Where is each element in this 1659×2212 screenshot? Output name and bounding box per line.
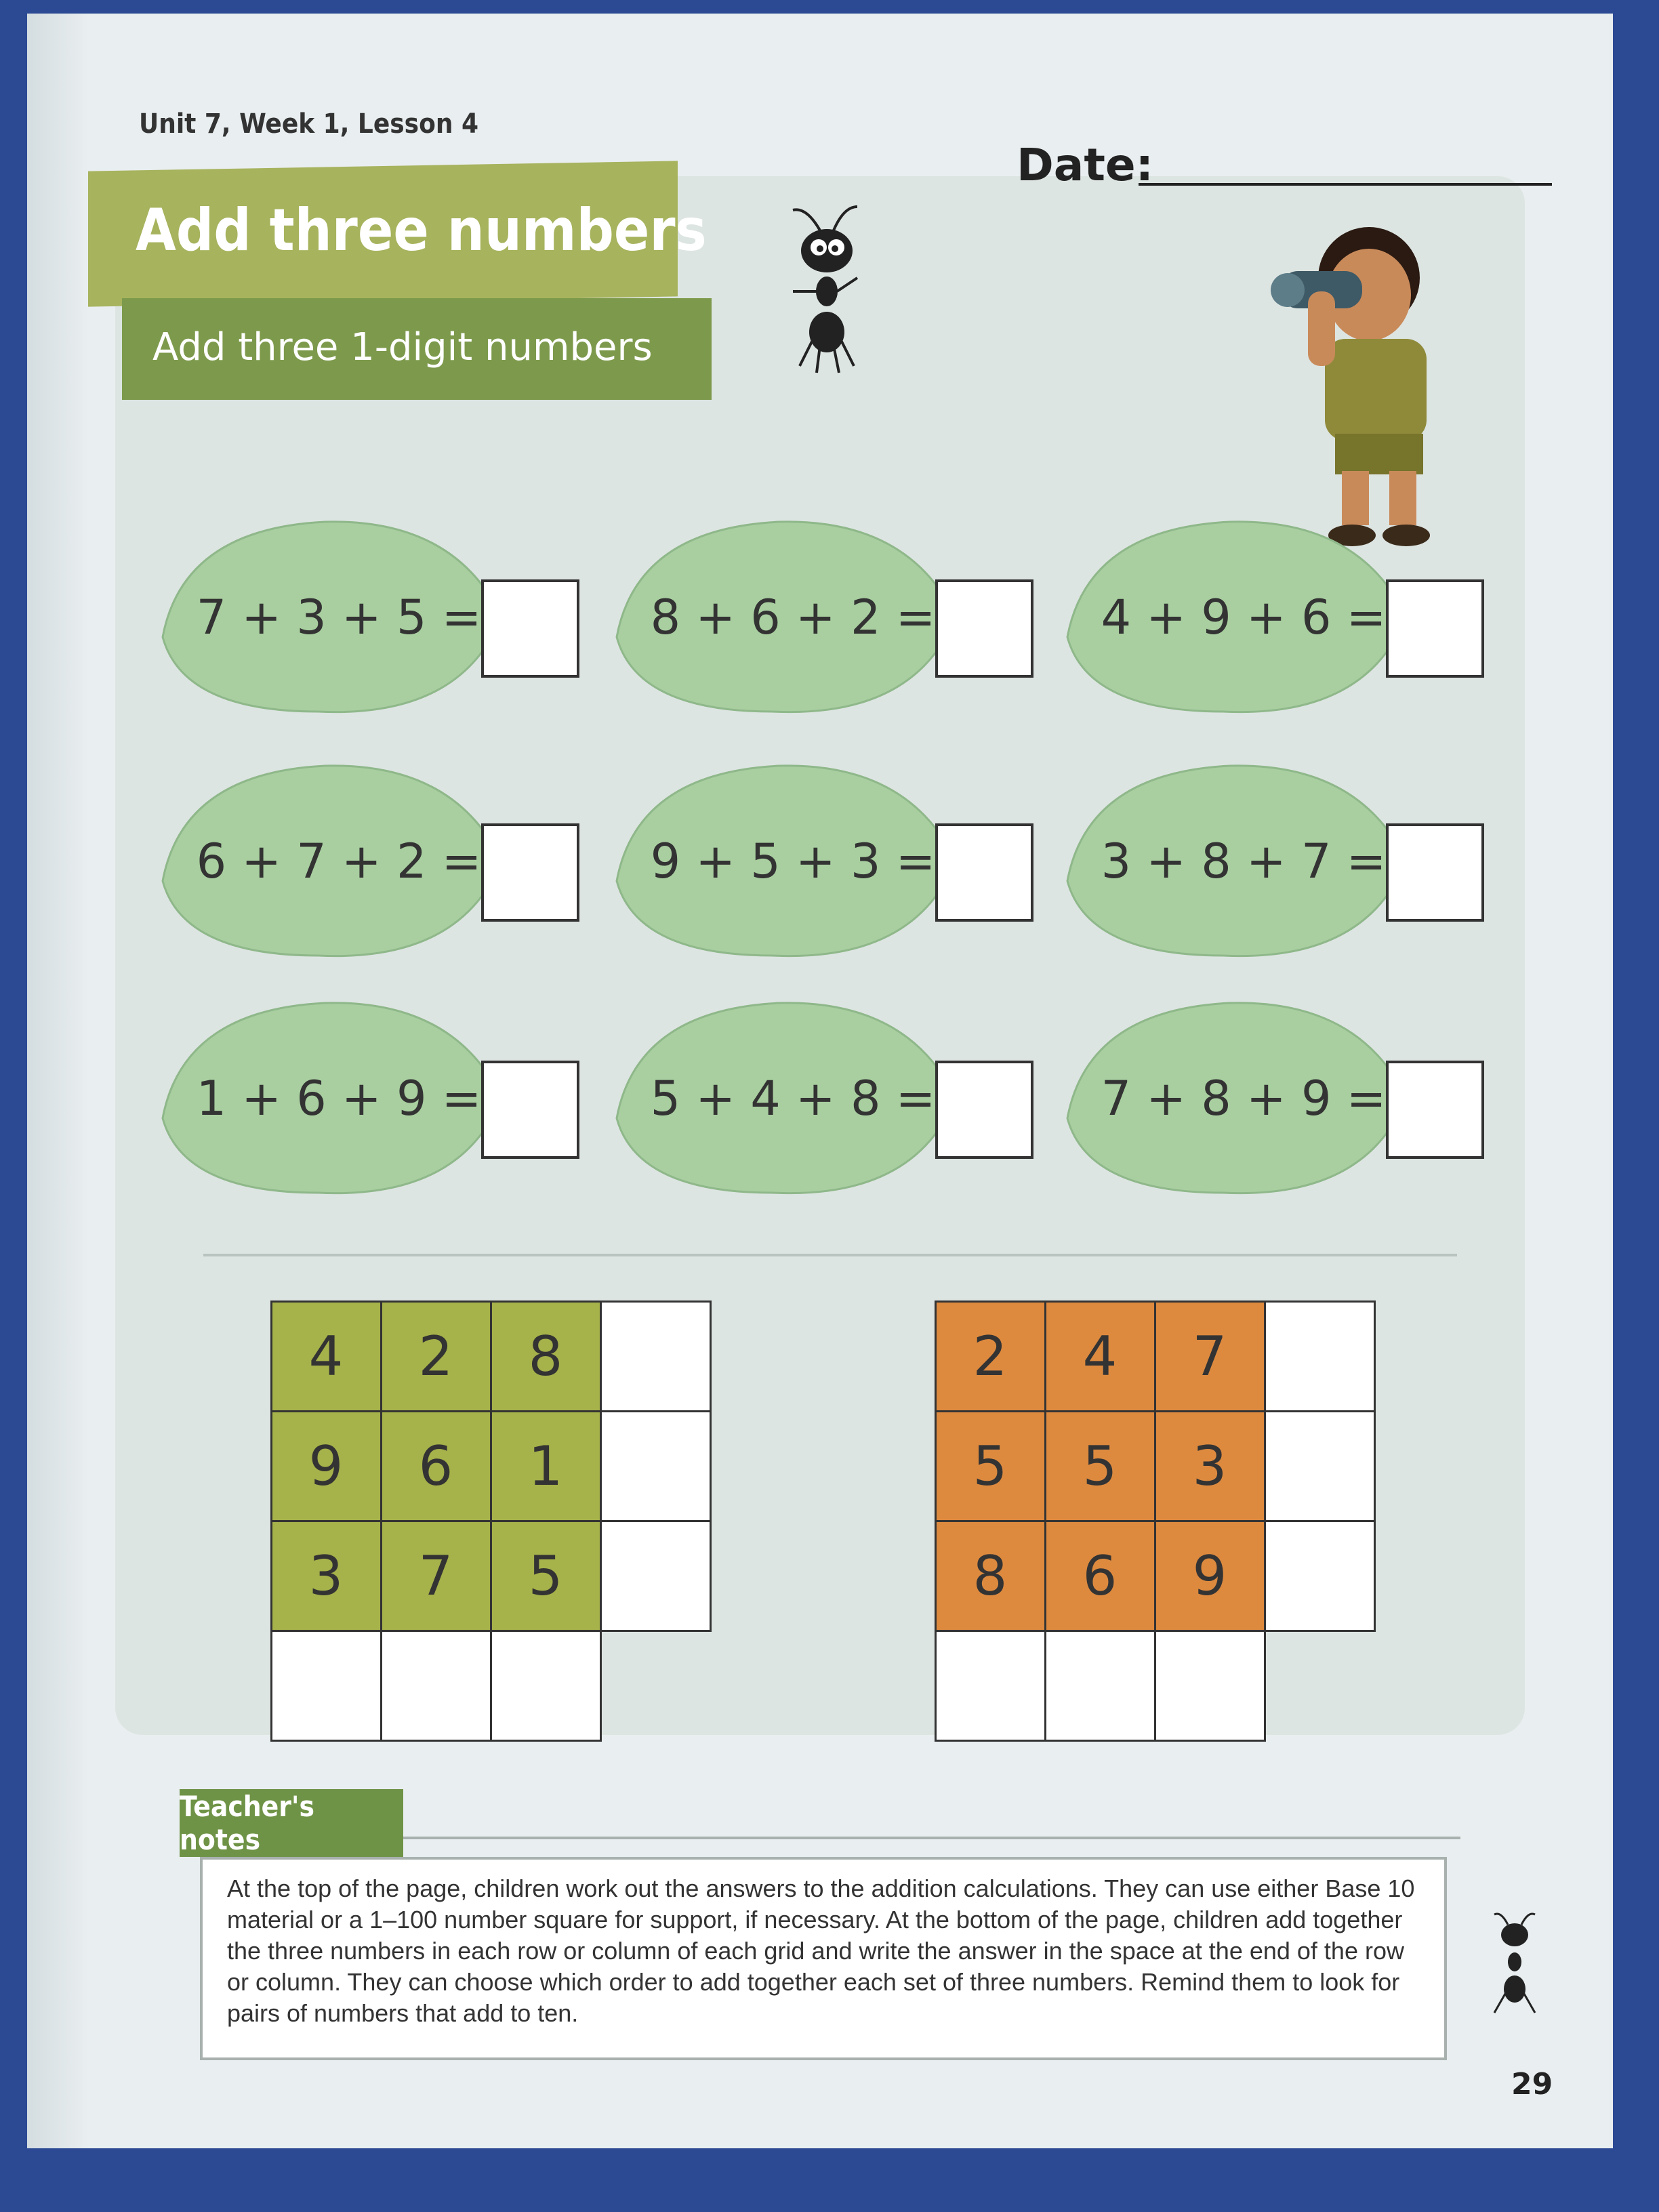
equation-4	[156, 759, 617, 962]
row-sum-box[interactable]	[1264, 1300, 1376, 1412]
column-sum-box[interactable]	[490, 1630, 602, 1742]
small-ant-icon	[1484, 1911, 1545, 2020]
date-write-line[interactable]	[1139, 183, 1552, 186]
teachers-notes-text: At the top of the page, children work out the answers to the addition calculations. They can use either Base 10 material or a 1–100 number square for support, if necessary. At the bottom of the page, children add together the three numbers in each row or column of each grid and write the answer in the space at the end of the row or column. They can choose which order to add together each set of three numbers. Remind them to look for pairs of numbers that add to ten.	[200, 1857, 1447, 2060]
grid-cell: 6	[380, 1410, 492, 1522]
grid-cell: 4	[270, 1300, 382, 1412]
answer-box[interactable]	[935, 1061, 1033, 1159]
equation-text: 7 + 3 + 5 =	[196, 590, 482, 645]
equation-3	[1061, 515, 1521, 718]
section-divider	[203, 1254, 1457, 1256]
page-number: 29	[1511, 2067, 1553, 2102]
grid-corner-blank	[600, 1630, 712, 1742]
row-sum-box[interactable]	[1264, 1520, 1376, 1632]
grid-cell: 6	[1044, 1520, 1156, 1632]
equation-1	[156, 515, 617, 718]
workbook-page	[27, 14, 1613, 2148]
equation-text: 6 + 7 + 2 =	[196, 834, 482, 889]
page-title: Add three numbers	[136, 197, 707, 264]
row-sum-box[interactable]	[600, 1520, 712, 1632]
grid-cell: 3	[1154, 1410, 1266, 1522]
column-sum-box[interactable]	[270, 1630, 382, 1742]
row-sum-box[interactable]	[600, 1300, 712, 1412]
grid-cell: 8	[935, 1520, 1046, 1632]
boy-with-binoculars-illustration	[1233, 210, 1457, 562]
grid-cell: 7	[380, 1520, 492, 1632]
answer-box[interactable]	[481, 1061, 579, 1159]
answer-box[interactable]	[1386, 823, 1484, 922]
number-grid-green	[271, 1301, 710, 1740]
grid-cell: 5	[1044, 1410, 1156, 1522]
equation-text: 9 + 5 + 3 =	[650, 834, 936, 889]
row-sum-box[interactable]	[600, 1410, 712, 1522]
page-subtitle: Add three 1-digit numbers	[152, 325, 653, 369]
grid-cell: 4	[1044, 1300, 1156, 1412]
grid-cell: 9	[270, 1410, 382, 1522]
equation-text: 4 + 9 + 6 =	[1101, 590, 1387, 645]
equation-text: 1 + 6 + 9 =	[196, 1071, 482, 1126]
grid-cell: 8	[490, 1300, 602, 1412]
grid-cell: 2	[380, 1300, 492, 1412]
answer-box[interactable]	[1386, 579, 1484, 678]
equation-9	[1061, 996, 1521, 1200]
row-sum-box[interactable]	[1264, 1410, 1376, 1522]
column-sum-box[interactable]	[380, 1630, 492, 1742]
column-sum-box[interactable]	[935, 1630, 1046, 1742]
equation-8	[610, 996, 1071, 1200]
date-label: Date:	[1017, 139, 1154, 191]
grid-cell: 3	[270, 1520, 382, 1632]
number-grid-orange	[935, 1301, 1374, 1740]
answer-box[interactable]	[935, 823, 1033, 922]
equation-text: 5 + 4 + 8 =	[650, 1071, 936, 1126]
teachers-notes-label: Teacher's notes	[180, 1789, 403, 1857]
equation-6	[1061, 759, 1521, 962]
equation-2	[610, 515, 1071, 718]
answer-box[interactable]	[935, 579, 1033, 678]
equation-7	[156, 996, 617, 1200]
answer-box[interactable]	[481, 823, 579, 922]
answer-box[interactable]	[1386, 1061, 1484, 1159]
equation-text: 7 + 8 + 9 =	[1101, 1071, 1387, 1126]
notes-rule	[403, 1837, 1460, 1839]
equation-text: 3 + 8 + 7 =	[1101, 834, 1387, 889]
grid-cell: 5	[490, 1520, 602, 1632]
grid-cell: 5	[935, 1410, 1046, 1522]
grid-cell: 1	[490, 1410, 602, 1522]
column-sum-box[interactable]	[1044, 1630, 1156, 1742]
unit-label: Unit 7, Week 1, Lesson 4	[139, 108, 479, 140]
answer-box[interactable]	[481, 579, 579, 678]
equation-text: 8 + 6 + 2 =	[650, 590, 936, 645]
column-sum-box[interactable]	[1154, 1630, 1266, 1742]
page-fold-shadow	[27, 14, 88, 2148]
grid-cell: 2	[935, 1300, 1046, 1412]
equation-5	[610, 759, 1071, 962]
grid-corner-blank	[1264, 1630, 1376, 1742]
grid-cell: 9	[1154, 1520, 1266, 1632]
ant-illustration	[779, 203, 874, 380]
grid-cell: 7	[1154, 1300, 1266, 1412]
